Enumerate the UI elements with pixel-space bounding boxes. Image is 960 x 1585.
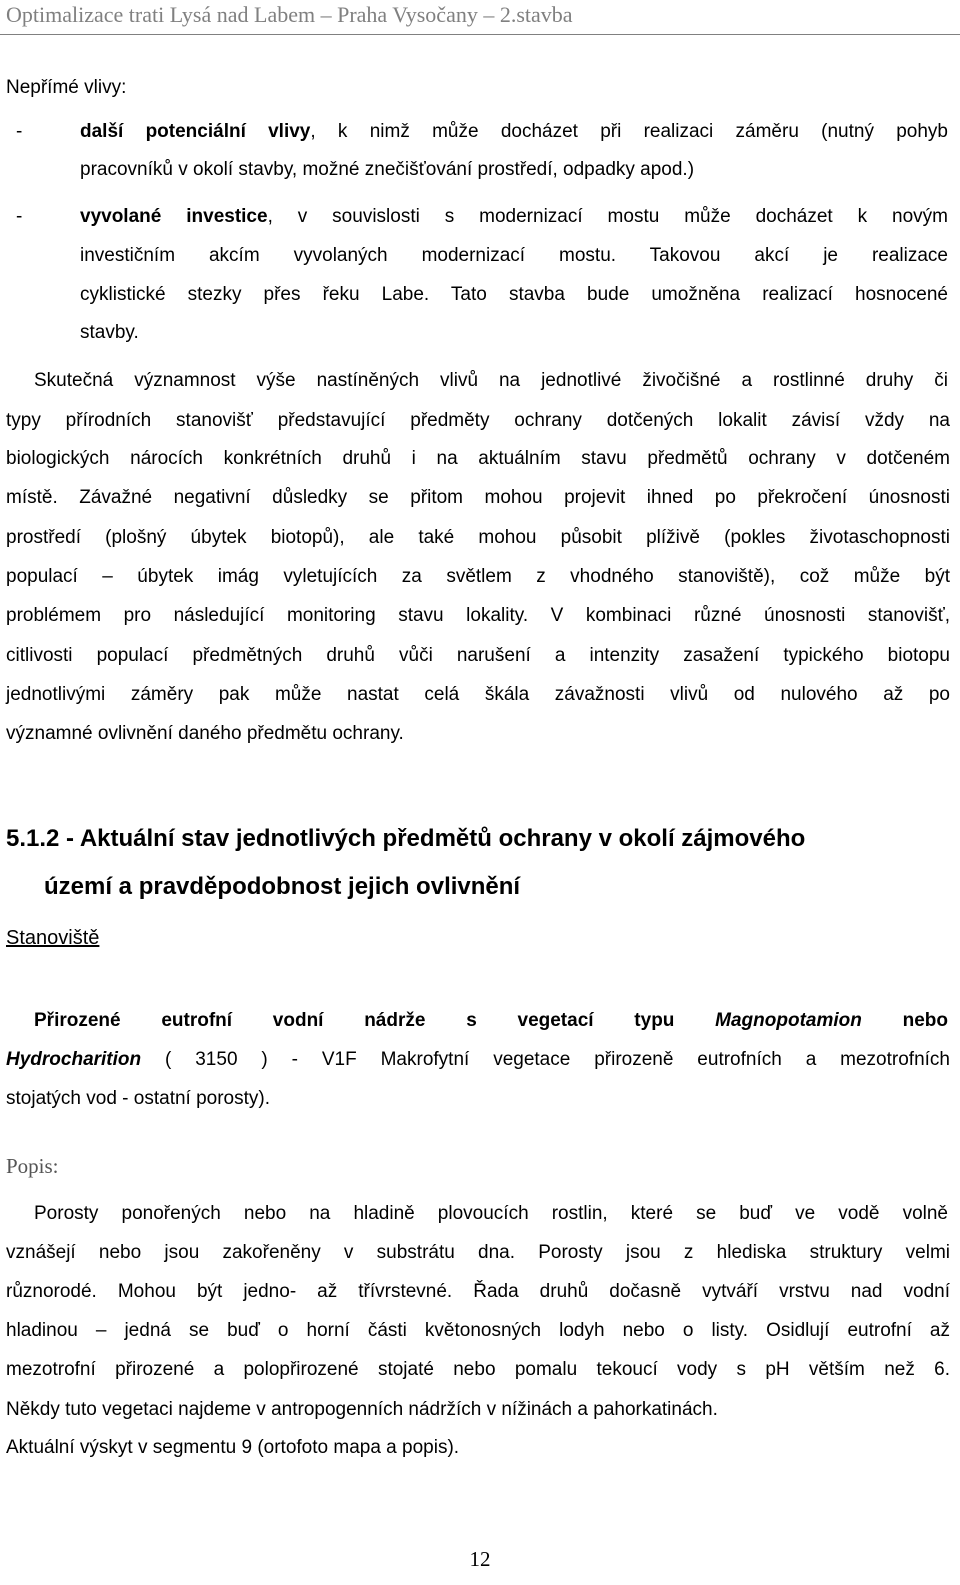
page-header: Optimalizace trati Lysá nad Labem – Praha Vysočany – 2.stavba [6, 2, 573, 27]
indirect-item2-line1 [80, 205, 948, 229]
significance-line9: jednotlivými záměry pak může nastat celá škála závažnosti vlivů od nulového až po [6, 684, 950, 705]
significance-line8: citlivosti populací předmětných druhů vůči narušení a intenzity zasažení typického biotopu [6, 645, 950, 666]
popis-line2: vznášejí nebo jsou zakořeněny v substrátu dna. Porosty jsou z hlediska struktury velmi [6, 1242, 950, 1263]
indirect-effects-label: Nepřímé vlivy: [6, 77, 127, 98]
significance-line2: typy přírodních stanovišť představující předměty ochrany dotčených lokalit závisí vždy na [6, 410, 950, 431]
indirect-item2-line2: investičním akcím vyvolaných modernizací mostu. Takovou akcí je realizace [80, 245, 948, 266]
popis-line5: mezotrofní přirozené a polopřirozené stojaté nebo pomalu tekoucí vody s pH větším než 6. [6, 1359, 950, 1380]
popis-line3: různorodé. Mohou být jedno- až třívrstevné. Řada druhů dočasně vytváří vrstvu nad vodní [6, 1281, 950, 1302]
popis-line7: Aktuální výskyt v segmentu 9 (ortofoto mapa a popis). [6, 1437, 460, 1458]
list-dash: - [16, 121, 23, 142]
significance-line4: místě. Závažné negativní důsledky se přitom mohou projevit ihned po překročení únosnosti [6, 487, 950, 508]
significance-line1: Skutečná významnost výše nastíněných vlivů na jednotlivé živočišné a rostlinné druhy či [34, 370, 948, 391]
popis-line4: hladinou – jedná se buď o horní části květonosných lodyh nebo o listy. Osidlují eutrofní až [6, 1320, 950, 1341]
indirect-item1-bold: další potenciální vlivy [80, 121, 311, 142]
habitat-bold1: Přirozené eutrofní vodní nádrže s vegetací typu [34, 1010, 716, 1031]
indirect-item1-line1 [80, 120, 948, 144]
habitat-line1 [34, 1009, 948, 1033]
habitat-italic2: Hydrocharition [6, 1049, 142, 1070]
page-number: 12 [469, 1547, 491, 1571]
section-subheading: Stanoviště [6, 927, 100, 949]
significance-line7: problémem pro následující monitoring stavu lokality. V kombinaci různé únosnosti stanovišť, [6, 605, 950, 626]
indirect-item2-line4: stavby. [80, 322, 139, 343]
list-dash: - [16, 206, 23, 227]
indirect-item2-text: , v souvislosti s modernizací mostu může docházet k novým [267, 206, 948, 227]
popis-line6: Někdy tuto vegetaci najdeme v antropogenních nádržích v nížinách a pahorkatinách. [6, 1399, 718, 1420]
popis-line1: Porosty ponořených nebo na hladině plovoucích rostlin, které se buď ve vodě volně [34, 1203, 948, 1224]
habitat-italic1: Magnopotamion [715, 1010, 862, 1031]
indirect-item2-line3: cyklistické stezky přes řeku Labe. Tato stavba bude umožněna realizací hosnocené [80, 284, 948, 305]
habitat-line2 [6, 1048, 950, 1072]
indirect-item1-line2: pracovníků v okolí stavby, možné znečišťování prostředí, odpadky apod.) [80, 159, 695, 180]
habitat-line3: stojatých vod - ostatní porosty). [6, 1088, 271, 1109]
header-divider [0, 34, 960, 35]
habitat-line2-rest: ( 3150 ) - V1F Makrofytní vegetace přirozeně eutrofních a mezotrofních [141, 1049, 950, 1070]
popis-label: Popis: [6, 1154, 59, 1178]
significance-line10: významné ovlivnění daného předmětu ochrany. [6, 723, 404, 744]
habitat-bold2: nebo [861, 1010, 948, 1031]
significance-line3: biologických nárocích konkrétních druhů i na aktuálním stavu předmětů ochrany v dotčeném [6, 448, 950, 469]
indirect-item2-bold: vyvolané investice [80, 206, 268, 227]
significance-line5: prostředí (plošný úbytek biotopů), ale také mohou působit plíživě (pokles životaschopnosti [6, 527, 950, 548]
indirect-item1-text: , k nimž může docházet při realizaci záměru (nutný pohyb [310, 121, 949, 142]
section-heading-line2: území a pravděpodobnost jejich ovlivnění [44, 873, 521, 900]
significance-line6: populací – úbytek imág vyletujících za světlem z vhodného stanoviště), což může být [6, 566, 950, 587]
section-heading-line1: 5.1.2 - Aktuální stav jednotlivých předmětů ochrany v okolí zájmového [6, 825, 806, 852]
